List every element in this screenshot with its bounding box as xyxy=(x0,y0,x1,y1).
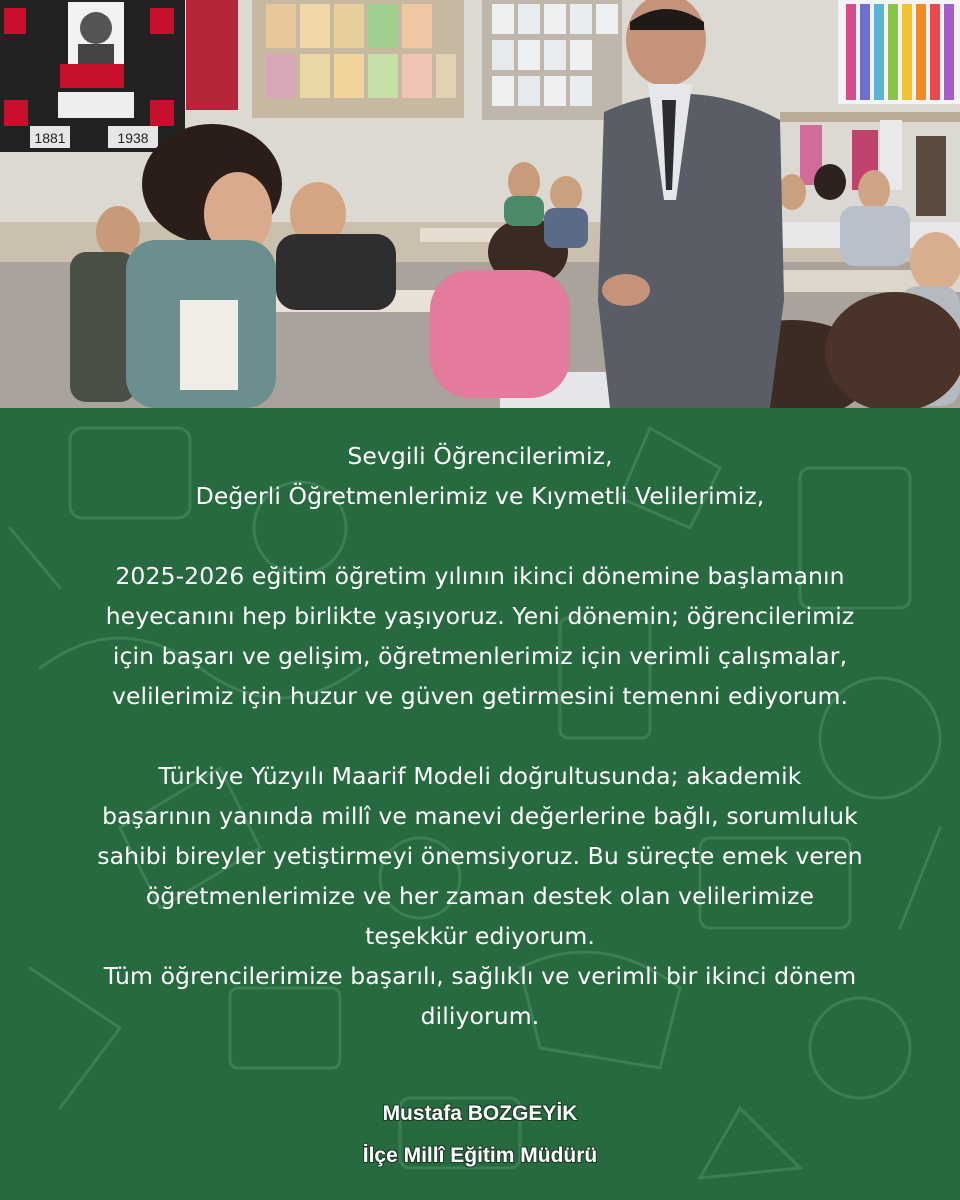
message-panel xyxy=(0,408,960,1200)
red-notice-board xyxy=(186,0,238,110)
message-body xyxy=(20,436,940,1036)
paragraph-line: Tüm öğrencilerimize başarılı, sağlıklı ve verimli bir ikinci dönem xyxy=(103,962,857,990)
paragraph-line: Türkiye Yüzyılı Maarif Modeli doğrultusunda; akademik xyxy=(158,762,802,790)
greeting-line: Sevgili Öğrencilerimiz, xyxy=(347,442,613,470)
poster-year-start: 1881 xyxy=(34,130,66,146)
classroom-illustration xyxy=(0,0,960,408)
signature-name: Mustafa BOZGEYİK xyxy=(382,1102,578,1125)
poster-year-end: 1938 xyxy=(117,130,149,146)
ataturk-board xyxy=(0,0,185,152)
greeting-line: Değerli Öğretmenlerimiz ve Kıymetli Velilerimiz, xyxy=(195,482,765,510)
paragraph-line: velilerimiz için huzur ve güven getirmesini temenni ediyorum. xyxy=(111,682,849,710)
student-portraits-board xyxy=(482,0,622,120)
paragraph-line: başarının yanında millî ve manevi değerlerine bağlı, sorumluluk xyxy=(102,802,858,830)
paragraph-line: sahibi bireyler yetiştirmeyi önemsiyoruz. Bu süreçte emek veren xyxy=(97,842,863,870)
paragraph-line: 2025-2026 eğitim öğretim yılının ikinci dönemine başlamanın xyxy=(115,562,845,590)
paragraph-line: teşekkür ediyorum. xyxy=(365,922,595,950)
paragraph-line: heyecanını hep birlikte yaşıyoruz. Yeni dönemin; öğrencilerimiz xyxy=(105,602,855,630)
signature-title: İlçe Millî Eğitim Müdürü xyxy=(362,1144,598,1167)
paragraph-line: diliyorum. xyxy=(420,1002,540,1030)
paragraph-line: için başarı ve gelişim, öğretmenlerimiz için verimli çalışmalar, xyxy=(112,642,848,670)
number-chart xyxy=(838,0,960,104)
paragraph-line: öğretmenlerimize ve her zaman destek olan velilerimize xyxy=(145,882,815,910)
student-drawings-board xyxy=(252,0,464,118)
classroom-photo xyxy=(0,0,960,408)
